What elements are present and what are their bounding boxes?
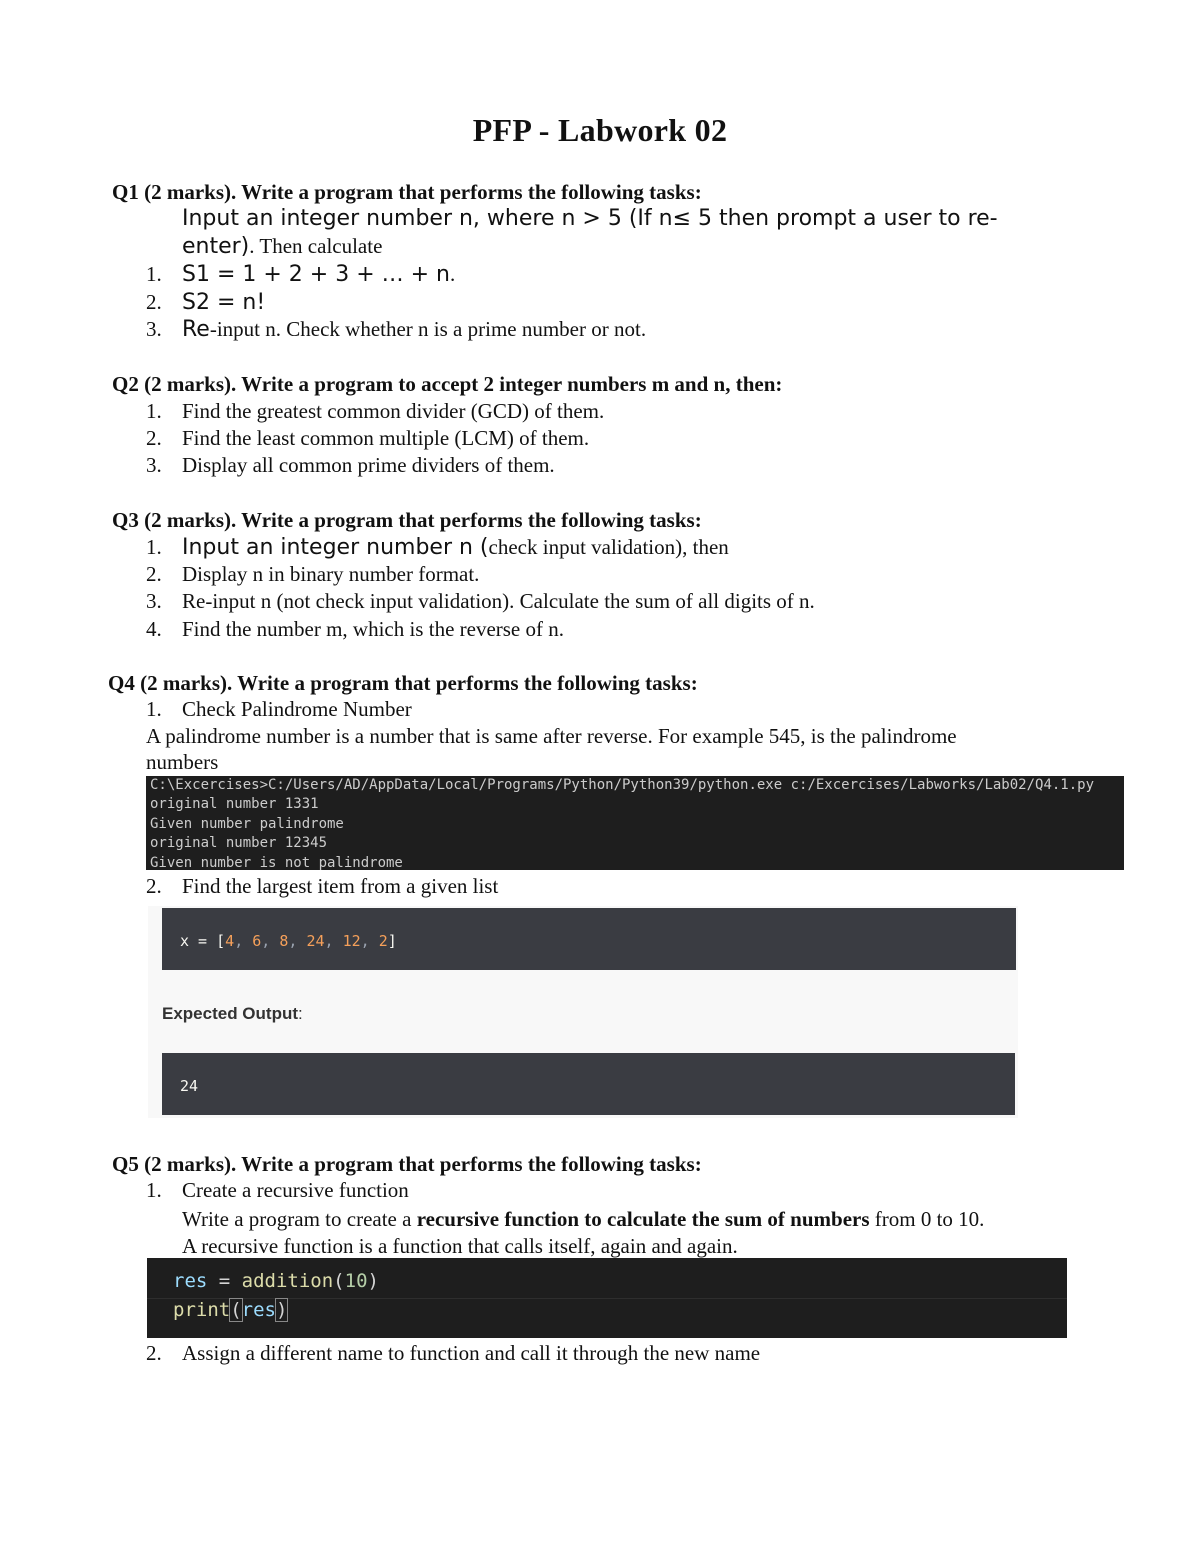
q1-item-3-text: -input n. Check whether n is a prime number or not. — [209, 317, 647, 341]
code-number: 10 — [344, 1270, 368, 1292]
q3-item-1-number: 1. — [146, 535, 162, 559]
q3-item-2-number: 2. — [146, 562, 162, 586]
code-function: addition — [241, 1270, 334, 1292]
q1-item-1-text: . — [450, 262, 456, 286]
code-paren: ( — [333, 1270, 345, 1292]
code-prefix: x = [ — [180, 932, 226, 950]
q5-heading: Q5 (2 marks). Write a program that performs the following tasks: — [112, 1152, 702, 1176]
q1-heading: Q1 (2 marks). Write a program that performs the following tasks: — [112, 180, 702, 204]
q3-item-1-prefix: Input an integer number n ( — [182, 535, 489, 560]
q5-item-2: Assign a different name to function and call it through the new name — [182, 1341, 761, 1365]
q1-item-2 — [182, 290, 265, 315]
list-code-line — [180, 932, 397, 950]
list-value: 4 — [225, 932, 235, 950]
code-paren: ) — [275, 1299, 288, 1321]
q2-item-2-number: 2. — [146, 426, 162, 450]
list-separator: , — [360, 932, 379, 950]
q2-item-1-number: 1. — [146, 399, 162, 423]
terminal-line: Given number palindrome — [150, 815, 344, 832]
q3-item-2: Display n in binary number format. — [182, 562, 480, 586]
terminal-line: original number 1331 — [150, 796, 319, 813]
q5-item-2-number: 2. — [146, 1341, 162, 1365]
list-value: 24 — [306, 932, 325, 950]
q4-item-2: Find the largest item from a given list — [182, 874, 499, 898]
terminal-line: C:\Excercises>C:/Users/AD/AppData/Local/Programs/Python/Python39/python.exe c:/Excercises/Labworks/Lab02/Q4.1.py — [150, 777, 1095, 793]
q2-item-3: Display all common prime dividers of them. — [182, 453, 555, 477]
q5-description-line-2: A recursive function is a function that calls itself, again and again. — [182, 1234, 738, 1258]
page-title: PFP - Labwork 02 — [472, 112, 728, 148]
q1-intro-sans-2: enter) — [182, 234, 250, 259]
q1-item-1-formula: S1 = 1 + 2 + 3 + … + n — [182, 262, 450, 287]
code-line-1 — [173, 1270, 379, 1292]
q2-item-1: Find the greatest common divider (GCD) of them. — [182, 399, 605, 423]
q5-desc-pre: Write a program to create a — [182, 1207, 417, 1231]
code-paren: ) — [367, 1270, 379, 1292]
output-code-block — [162, 1053, 1015, 1115]
expected-output-text: Expected Output — [162, 1004, 299, 1023]
q3-item-1 — [182, 535, 729, 560]
q3-heading: Q3 (2 marks). Write a program that performs the following tasks: — [112, 508, 702, 532]
q2-heading: Q2 (2 marks). Write a program to accept 2 integer numbers m and n, then: — [112, 372, 783, 396]
expected-output-value: 24 — [180, 1077, 199, 1095]
q1-item-3-prefix: Re — [182, 317, 210, 342]
expected-output-colon: : — [298, 1004, 303, 1023]
q1-item-2-formula: S2 = n! — [182, 290, 266, 315]
q3-item-4: Find the number m, which is the reverse of n. — [182, 617, 564, 641]
list-separator: , — [288, 932, 307, 950]
q5-desc-post: from 0 to 10. — [869, 1207, 985, 1231]
code-paren: ( — [230, 1299, 242, 1321]
q5-item-1-number: 1. — [146, 1178, 162, 1202]
q3-item-1-text: check input validation), then — [488, 535, 729, 559]
code-suffix: ] — [387, 932, 397, 950]
q5-item-1: Create a recursive function — [182, 1178, 409, 1202]
terminal-line: Given number is not palindrome — [150, 854, 403, 871]
q4-item-1: Check Palindrome Number — [182, 697, 412, 721]
list-value: 6 — [252, 932, 262, 950]
input-code-block — [162, 908, 1016, 970]
q4-item-2-number: 2. — [146, 874, 162, 898]
code-operator: = — [207, 1270, 242, 1292]
code-variable: res — [173, 1270, 208, 1292]
list-value: 12 — [342, 932, 361, 950]
q1-intro-sans-1: Input an integer number n, where n > 5 (If n≤ 5 then prompt a user to re- — [182, 206, 998, 231]
q1-item-3-number: 3. — [146, 317, 162, 341]
code-variable: res — [241, 1299, 276, 1321]
q3-item-3-number: 3. — [146, 589, 162, 613]
q1-intro-line-2 — [182, 234, 382, 259]
code-line-2 — [173, 1299, 287, 1321]
q4-description-line-2: numbers — [146, 750, 219, 774]
list-separator: , — [234, 932, 253, 950]
terminal-line: original number 12345 — [150, 835, 328, 852]
list-separator: , — [324, 932, 343, 950]
q4-heading: Q4 (2 marks). Write a program that performs the following tasks: — [108, 671, 698, 695]
list-value: 2 — [378, 932, 388, 950]
q2-item-3-number: 3. — [146, 453, 162, 477]
q2-item-2: Find the least common multiple (LCM) of them. — [182, 426, 590, 450]
q1-intro-serif-2: . Then calculate — [249, 234, 383, 258]
list-separator: , — [261, 932, 280, 950]
q1-intro-line-1 — [182, 206, 998, 231]
q3-item-3: Re-input n (not check input validation). Calculate the sum of all digits of n. — [182, 589, 815, 613]
q4-item-1-number: 1. — [146, 697, 162, 721]
terminal-output — [146, 776, 1124, 870]
expected-output-label — [162, 1004, 303, 1024]
q5-desc-bold: recursive function to calculate the sum of numbers — [416, 1207, 870, 1231]
q4-description-line-1: A palindrome number is a number that is same after reverse. For example 545, is the palindrome — [146, 724, 957, 748]
list-value: 8 — [279, 932, 289, 950]
code-function: print — [173, 1299, 231, 1321]
q1-item-2-number: 2. — [146, 290, 162, 314]
q1-item-1-number: 1. — [146, 262, 162, 286]
q3-item-4-number: 4. — [146, 617, 162, 641]
q1-item-3 — [182, 317, 646, 342]
q1-item-1 — [182, 262, 455, 287]
q5-description-line-1 — [182, 1207, 984, 1232]
editor-code-block — [147, 1258, 1067, 1338]
